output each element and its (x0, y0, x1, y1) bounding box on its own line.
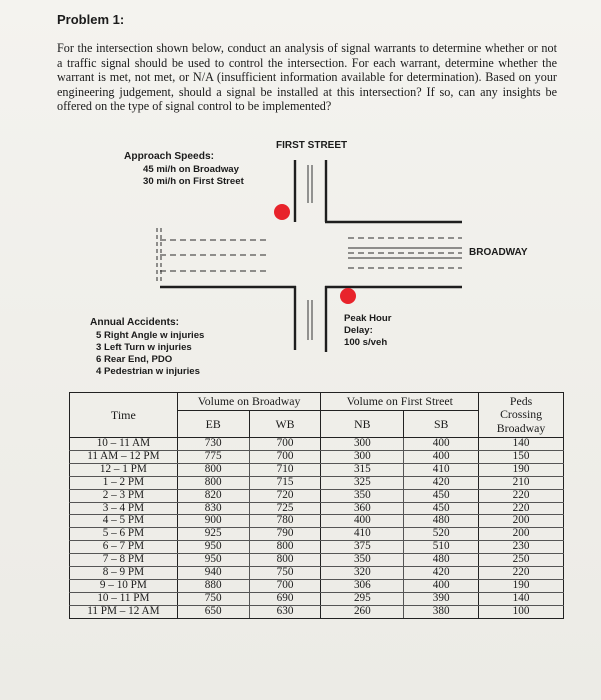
cell-eb: 900 (177, 515, 249, 528)
header-sb: SB (404, 411, 479, 438)
cell-eb: 650 (177, 605, 249, 618)
cell-time: 12 – 1 PM (70, 463, 178, 476)
cell-peds: 190 (479, 463, 564, 476)
cell-sb: 510 (404, 541, 479, 554)
cell-time: 10 – 11 PM (70, 592, 178, 605)
cell-time: 9 – 10 PM (70, 579, 178, 592)
cell-peds: 220 (479, 567, 564, 580)
cell-sb: 410 (404, 463, 479, 476)
cell-wb: 800 (249, 554, 321, 567)
table-row (70, 579, 564, 592)
table-row (70, 567, 564, 580)
cell-time: 11 PM – 12 AM (70, 605, 178, 618)
cell-eb: 830 (177, 502, 249, 515)
signal-marker-lower (340, 288, 356, 304)
cell-nb: 325 (321, 476, 404, 489)
table-row (70, 554, 564, 567)
cell-nb: 350 (321, 554, 404, 567)
table-row (70, 489, 564, 502)
annual-accidents-title: Annual Accidents: (90, 317, 180, 328)
cell-wb: 690 (249, 592, 321, 605)
cell-time: 2 – 3 PM (70, 489, 178, 502)
cell-time: 6 – 7 PM (70, 541, 178, 554)
cell-peds: 100 (479, 605, 564, 618)
cell-peds: 140 (479, 592, 564, 605)
broadway-label: BROADWAY (469, 247, 528, 258)
accident-right-angle: 5 Right Angle w injuries (96, 330, 205, 341)
table-row (70, 605, 564, 618)
cell-wb: 700 (249, 450, 321, 463)
header-broadway: Volume on Broadway (177, 393, 321, 411)
cell-nb: 375 (321, 541, 404, 554)
accident-rear-end: 6 Rear End, PDO (96, 354, 173, 365)
first-street-label: FIRST STREET (276, 140, 348, 151)
cell-sb: 520 (404, 528, 479, 541)
table-row (70, 541, 564, 554)
cell-wb: 630 (249, 605, 321, 618)
cell-wb: 715 (249, 476, 321, 489)
header-peds-line-1: Peds (509, 393, 533, 408)
cell-eb: 950 (177, 541, 249, 554)
table-row (70, 592, 564, 605)
peak-hour-label: Peak Hour (344, 313, 392, 324)
cell-nb: 260 (321, 605, 404, 618)
cell-time: 7 – 8 PM (70, 554, 178, 567)
cell-eb: 880 (177, 579, 249, 592)
cell-peds: 220 (479, 502, 564, 515)
cell-eb: 820 (177, 489, 249, 502)
cell-sb: 480 (404, 554, 479, 567)
delay-value: 100 s/veh (344, 337, 388, 348)
cell-wb: 750 (249, 567, 321, 580)
volume-table (69, 392, 564, 619)
cell-peds: 200 (479, 528, 564, 541)
cell-wb: 700 (249, 438, 321, 451)
table-row (70, 502, 564, 515)
cell-peds: 140 (479, 438, 564, 451)
cell-nb: 315 (321, 463, 404, 476)
approach-speed-broadway: 45 mi/h on Broadway (143, 164, 239, 175)
cell-nb: 400 (321, 515, 404, 528)
header-peds-line-2: Crossing (500, 407, 543, 422)
problem-title: Problem 1: (57, 12, 125, 27)
cell-time: 11 AM – 12 PM (70, 450, 178, 463)
cell-time: 10 – 11 AM (70, 438, 178, 451)
accident-pedestrian: 4 Pedestrian w injuries (96, 366, 200, 377)
cell-nb: 295 (321, 592, 404, 605)
header-time: Time (70, 393, 178, 438)
cell-sb: 450 (404, 489, 479, 502)
cell-peds: 200 (479, 515, 564, 528)
cell-nb: 300 (321, 438, 404, 451)
table-row (70, 515, 564, 528)
cell-wb: 800 (249, 541, 321, 554)
accident-left-turn: 3 Left Turn w injuries (96, 342, 192, 353)
cell-nb: 350 (321, 489, 404, 502)
cell-nb: 360 (321, 502, 404, 515)
cell-wb: 710 (249, 463, 321, 476)
cell-peds: 190 (479, 579, 564, 592)
cell-time: 1 – 2 PM (70, 476, 178, 489)
cell-wb: 720 (249, 489, 321, 502)
cell-eb: 800 (177, 463, 249, 476)
header-peds (479, 393, 564, 438)
cell-time: 4 – 5 PM (70, 515, 178, 528)
cell-sb: 400 (404, 438, 479, 451)
table-row (70, 450, 564, 463)
cell-peds: 150 (479, 450, 564, 463)
header-peds-line-3: Broadway (496, 420, 546, 435)
header-first-street: Volume on First Street (321, 393, 479, 411)
cell-wb: 790 (249, 528, 321, 541)
cell-wb: 700 (249, 579, 321, 592)
cell-peds: 220 (479, 489, 564, 502)
cell-nb: 410 (321, 528, 404, 541)
cell-eb: 775 (177, 450, 249, 463)
cell-time: 5 – 6 PM (70, 528, 178, 541)
cell-eb: 730 (177, 438, 249, 451)
cell-eb: 950 (177, 554, 249, 567)
problem-statement: For the intersection shown below, conduct an analysis of signal warrants to determine whether or not a traffic signal should be used to control the intersection. For each warrant, determine whether the warrant is met, not met, or N/A (insufficient information available for determination). Based on your engineering judgement, should a signal be installed at this intersection? If so, can any insights be offered on the type of signal control to be implemented? (57, 41, 557, 114)
cell-peds: 230 (479, 541, 564, 554)
cell-eb: 925 (177, 528, 249, 541)
table-row (70, 476, 564, 489)
signal-marker-upper (274, 204, 290, 220)
header-wb: WB (249, 411, 321, 438)
approach-speed-first-street: 30 mi/h on First Street (143, 176, 244, 187)
cell-sb: 390 (404, 592, 479, 605)
cell-sb: 380 (404, 605, 479, 618)
table-row (70, 463, 564, 476)
table-row (70, 528, 564, 541)
header-nb: NB (321, 411, 404, 438)
cell-sb: 400 (404, 579, 479, 592)
cell-sb: 420 (404, 567, 479, 580)
cell-eb: 940 (177, 567, 249, 580)
table-row (70, 438, 564, 451)
delay-label: Delay: (344, 325, 373, 336)
cell-sb: 480 (404, 515, 479, 528)
approach-speeds-title: Approach Speeds: (124, 151, 215, 162)
cell-eb: 800 (177, 476, 249, 489)
cell-peds: 210 (479, 476, 564, 489)
cell-nb: 300 (321, 450, 404, 463)
cell-wb: 780 (249, 515, 321, 528)
cell-nb: 306 (321, 579, 404, 592)
cell-time: 8 – 9 PM (70, 567, 178, 580)
cell-sb: 400 (404, 450, 479, 463)
cell-nb: 320 (321, 567, 404, 580)
cell-eb: 750 (177, 592, 249, 605)
cell-sb: 450 (404, 502, 479, 515)
cell-wb: 725 (249, 502, 321, 515)
cell-sb: 420 (404, 476, 479, 489)
cell-peds: 250 (479, 554, 564, 567)
header-eb: EB (177, 411, 249, 438)
cell-time: 3 – 4 PM (70, 502, 178, 515)
